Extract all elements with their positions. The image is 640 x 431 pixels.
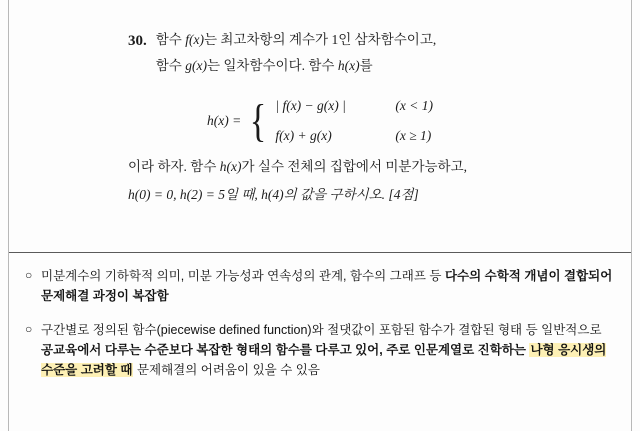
comment2-seg-2: 공교육에서 다루는 수준보다 복잡한 형태의 함수를 다루고 있어, 주로 인문계열로 진학하는 bbox=[41, 342, 530, 357]
comment1-seg-2: 다수의 수학적 개념이 결합되어 문제해결 과정이 복잡함 bbox=[41, 269, 613, 304]
comment2-seg-4: 문제해결의 어려움이 있을 수 있음 bbox=[133, 363, 320, 377]
left-brace-glyph: { bbox=[250, 94, 267, 146]
piecewise-cond-2: (x ≥ 1) bbox=[395, 127, 432, 143]
line2-func-h: h(x) bbox=[337, 57, 360, 73]
line1-text-b: 는 최고차항의 계수가 1인 삼차함수이고, bbox=[203, 32, 437, 47]
comment1-seg-1: 미분계수의 기하학적 의미, 미분 가능성과 연속성의 관계, 함수의 그래프 등 bbox=[41, 269, 445, 283]
commentary-text-2 bbox=[41, 320, 615, 381]
piecewise-definition bbox=[28, 96, 612, 147]
piecewise-lhs: h(x) = bbox=[207, 112, 242, 128]
piecewise-row-2 bbox=[275, 126, 433, 147]
list-item bbox=[25, 266, 615, 307]
problem-block bbox=[28, 30, 612, 213]
line2-text-b: 는 일차함수이다. 함수 bbox=[206, 57, 338, 73]
page-right-rule bbox=[631, 0, 632, 431]
piecewise-cond-1: (x < 1) bbox=[395, 97, 433, 113]
piecewise-expr-2: f(x) + g(x) bbox=[275, 127, 332, 143]
problem-statement bbox=[156, 30, 612, 82]
problem-line-1 bbox=[156, 30, 612, 51]
tail1-text-a: 이라 하자. 함수 bbox=[128, 158, 220, 174]
problem-line-4: h(0) = 0, h(2) = 5일 때, h(4)의 값을 구하시오. [4점] bbox=[128, 186, 419, 202]
piecewise-expr-1: | f(x) − g(x) | bbox=[275, 97, 346, 113]
piecewise-row-1 bbox=[275, 96, 433, 117]
line2-text-a: 함수 bbox=[155, 57, 186, 73]
line2-text-c: 를 bbox=[359, 57, 373, 73]
bullet-icon: ○ bbox=[25, 268, 33, 282]
comment2-seg-1: 구간별로 정의된 함수(piecewise defined function)와 절댓값이 포함된 함수가 결합된 형태 등 일반적으로 bbox=[41, 322, 602, 337]
line1-func-f: f(x) bbox=[185, 32, 204, 47]
tail1-func-h: h(x) bbox=[219, 158, 242, 174]
problem-line-2 bbox=[156, 56, 612, 77]
commentary-box bbox=[9, 252, 631, 431]
list-item bbox=[25, 320, 615, 381]
line1-text-a: 함수 bbox=[155, 32, 186, 47]
problem-number: 30. bbox=[128, 33, 147, 49]
comment2-seg-3-highlight: 나형 응시생의 수준을 고려할 때 bbox=[41, 342, 607, 377]
problem-header bbox=[128, 30, 612, 82]
problem-line-3 bbox=[128, 157, 612, 178]
line2-func-g: g(x) bbox=[185, 57, 207, 73]
bullet-icon: ○ bbox=[25, 321, 33, 336]
tail1-text-b: 가 실수 전체의 집합에서 미분가능하고, bbox=[241, 158, 468, 174]
problem-tail bbox=[128, 157, 612, 206]
commentary-text-1 bbox=[41, 266, 615, 307]
